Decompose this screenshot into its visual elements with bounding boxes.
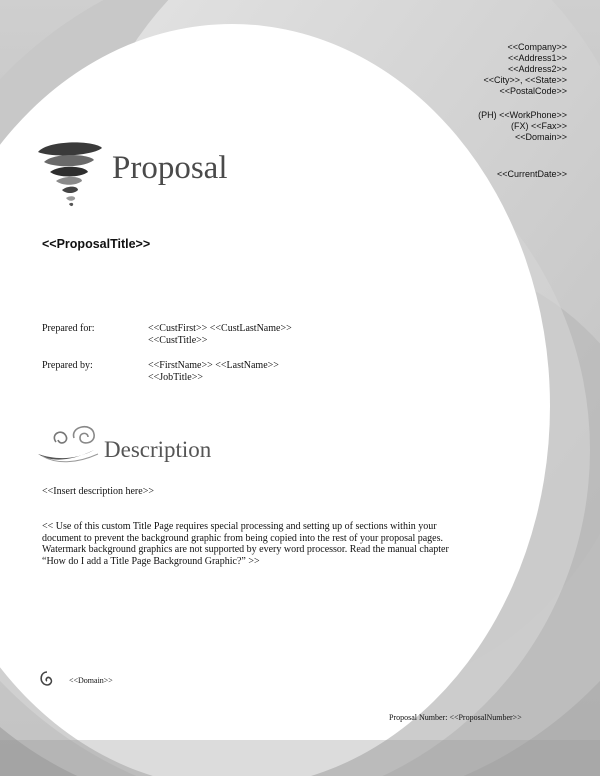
prepared-by-label: Prepared by: [42,360,93,371]
insert-description-placeholder: <<Insert description here>> [42,486,154,497]
prepared-for-label: Prepared for: [42,323,95,334]
address-line-1: <<Address1>> [507,53,567,63]
postal-code: <<PostalCode>> [499,86,567,96]
swirl-description-icon [36,420,100,466]
company-address-block [483,42,567,97]
city-state: <<City>>, <<State>> [483,75,567,85]
description-heading: Description [104,437,212,462]
page-title: Proposal [112,150,228,186]
work-phone: (PH) <<WorkPhone>> [478,110,567,120]
customer-name: <<CustFirst>> <<CustLastName>> [148,323,292,334]
curl-footer-icon [38,670,56,688]
customer-title: <<CustTitle>> [148,335,208,346]
proposal-title: <<ProposalTitle>> [42,237,151,251]
prepared-by-value [148,360,279,384]
address-line-2: <<Address2>> [507,64,567,74]
author-job-title: <<JobTitle>> [148,372,203,383]
footer-domain: <<Domain>> [69,676,113,685]
fax: (FX) <<Fax>> [510,121,567,131]
contact-block [478,110,567,143]
company-name: <<Company>> [507,42,567,52]
proposal-number: Proposal Number: <<ProposalNumber>> [389,713,522,722]
description-paragraph: << Use of this custom Title Page requires special processing and setting up of sections within your document to prevent the background graphic from being copied into the rest of your proposal pages. Watermark background graphics are not supported by every word processor. Read the manual chapter “How do I add a Title Page Background Graphic?” >> [42,521,449,567]
domain: <<Domain>> [514,132,567,142]
tornado-logo-icon [34,134,106,210]
author-name: <<FirstName>> <<LastName>> [148,360,279,371]
prepared-for-value [148,323,292,347]
current-date: <<CurrentDate>> [496,169,567,179]
